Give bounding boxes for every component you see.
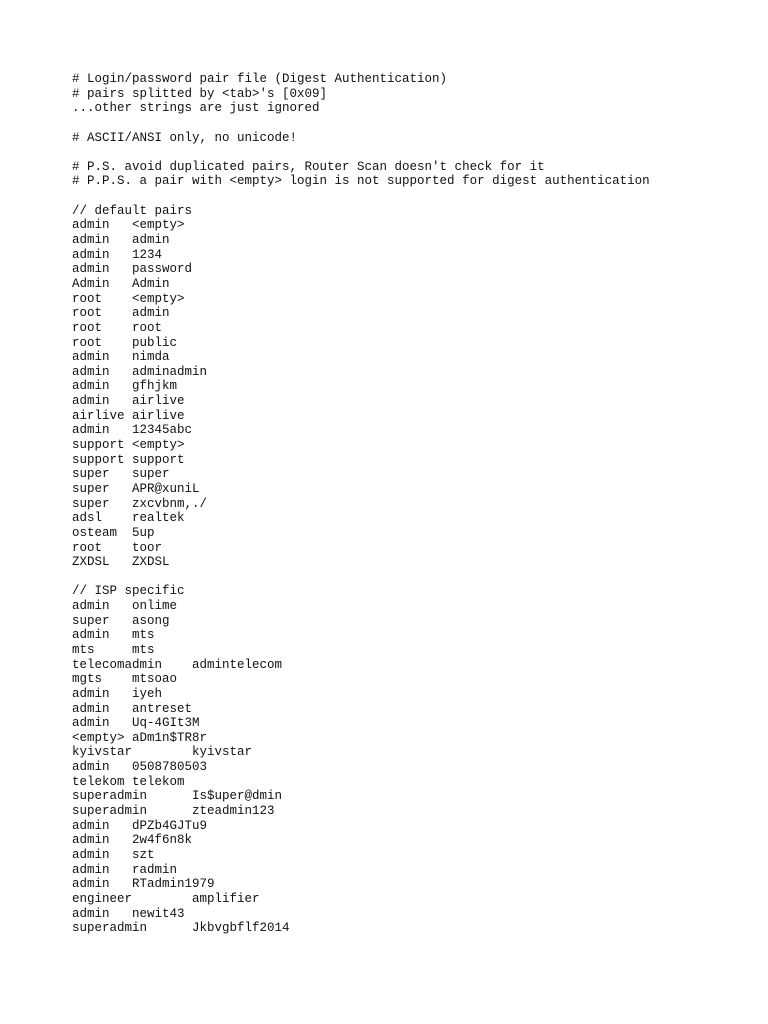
- comment-line: # Login/password pair file (Digest Authentication): [72, 72, 448, 86]
- credential-pair-line: mts mts: [72, 642, 155, 657]
- credential-pair-line: admin antreset: [72, 701, 193, 716]
- credential-pair-line: admin radmin: [72, 862, 178, 877]
- credential-pair-line: admin admin: [72, 233, 170, 248]
- credential-pair-line: admin iyeh: [72, 686, 163, 701]
- blank-line: [72, 570, 752, 585]
- isp-pairs-list: [72, 599, 752, 936]
- credential-pair-line: admin mts: [72, 628, 155, 643]
- credential-pair-line: root public: [72, 335, 178, 350]
- credential-pair-line: superadmin Is$uper@dmin: [72, 789, 283, 804]
- credential-pair-line: ZXDSL ZXDSL: [72, 555, 170, 570]
- credential-pair-line: super asong: [72, 613, 170, 628]
- credential-pair-line: mgts mtsoao: [72, 672, 178, 687]
- comment-line: ...other strings are just ignored: [72, 101, 320, 116]
- credential-pair-line: admin Uq-4GIt3M: [72, 716, 200, 731]
- credential-pair-line: admin szt: [72, 847, 155, 862]
- comment-line: # P.P.S. a pair with <empty> login is not supported for digest authentication: [72, 174, 650, 189]
- credential-pair-line: admin 0508780503: [72, 760, 208, 775]
- credential-pair-line: admin gfhjkm: [72, 379, 178, 394]
- credential-pair-line: telekom telekom: [72, 774, 185, 789]
- credential-pair-line: admin onlime: [72, 599, 178, 614]
- credential-pair-line: admin 12345abc: [72, 423, 193, 438]
- blank-line: [72, 189, 752, 204]
- credential-pair-line: osteam 5up: [72, 525, 155, 540]
- blank-line: [72, 145, 752, 160]
- comment-line: # P.S. avoid duplicated pairs, Router Scan doesn't check for it: [72, 159, 545, 174]
- credential-pair-line: superadmin Jkbvgbflf2014: [72, 921, 290, 936]
- credential-pair-line: root toor: [72, 540, 163, 555]
- credential-pair-line: admin 2w4f6n8k: [72, 833, 193, 848]
- credential-pair-line: engineer amplifier: [72, 891, 260, 906]
- credential-pair-line: admin adminadmin: [72, 364, 208, 379]
- credential-pair-line: kyivstar kyivstar: [72, 745, 253, 760]
- credential-pair-line: telecomadmin admintelecom: [72, 657, 283, 672]
- credential-pair-line: adsl realtek: [72, 511, 185, 526]
- credential-pair-line: airlive airlive: [72, 408, 185, 423]
- credential-pair-line: super zxcvbnm,./: [72, 496, 208, 511]
- credential-pair-line: root root: [72, 320, 163, 335]
- isp-pairs-heading: // ISP specific: [72, 584, 185, 599]
- comment-line: # ASCII/ANSI only, no unicode!: [72, 130, 298, 145]
- credential-pair-line: admin nimda: [72, 350, 170, 365]
- credential-pair-line: admin newit43: [72, 906, 185, 921]
- credential-pair-line: Admin Admin: [72, 276, 170, 291]
- credential-pair-line: root admin: [72, 306, 170, 321]
- credential-pair-line: <empty> aDm1n$TR8r: [72, 730, 208, 745]
- credential-pair-line: super APR@xuniL: [72, 481, 200, 496]
- credential-pair-line: superadmin zteadmin123: [72, 804, 275, 819]
- blank-line: [72, 116, 752, 131]
- default-pairs-list: [72, 218, 752, 569]
- credential-pair-line: admin password: [72, 262, 193, 277]
- document-page: [72, 72, 752, 936]
- credential-pair-line: admin 1234: [72, 247, 163, 262]
- credential-pair-line: super super: [72, 467, 170, 482]
- comment-line: # pairs splitted by <tab>'s [0x09]: [72, 86, 328, 101]
- default-pairs-heading: // default pairs: [72, 203, 193, 218]
- credential-pair-line: admin airlive: [72, 394, 185, 409]
- credential-pair-line: support <empty>: [72, 438, 185, 453]
- credential-pair-line: admin <empty>: [72, 218, 185, 233]
- credential-pair-line: admin dPZb4GJTu9: [72, 818, 208, 833]
- credential-pair-line: admin RTadmin1979: [72, 877, 215, 892]
- credential-pair-line: root <empty>: [72, 291, 185, 306]
- credential-pair-line: support support: [72, 452, 185, 467]
